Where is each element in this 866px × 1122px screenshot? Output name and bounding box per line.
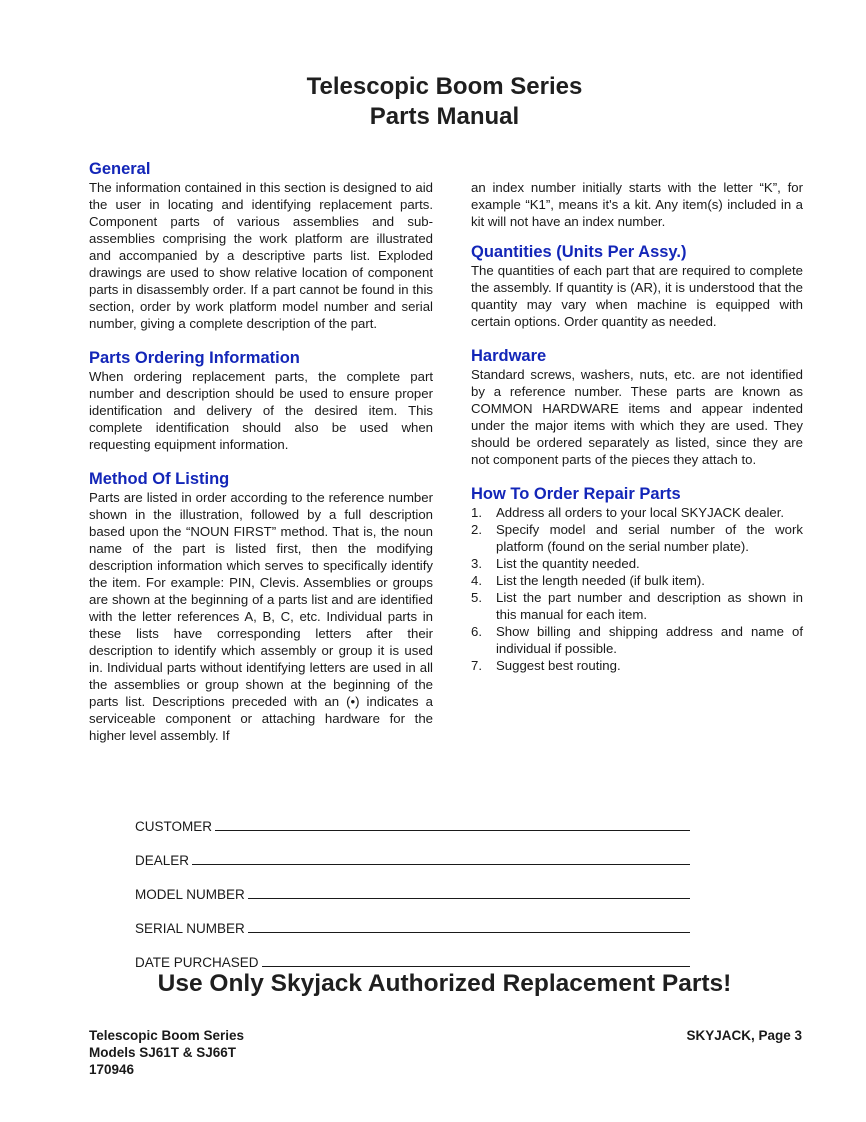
step-text: List the length needed (if bulk item). bbox=[496, 573, 705, 588]
list-item bbox=[471, 589, 803, 623]
list-item bbox=[471, 521, 803, 555]
serial-number-blank-line[interactable] bbox=[248, 931, 690, 933]
general-text: The information contained in this section is designed to aid the user in locating and identifying replacement parts. Component parts of various assemblies and sub-assemblies comprising the work platform are illustrated and accompanied by a descriptive parts list. Exploded drawings are used to show relative location of component parts in disassembly order. If a part cannot be found in this section, order by work platform model number and serial number, giving a complete description of the part. bbox=[89, 180, 433, 331]
footer-models: Models SJ61T & SJ66T bbox=[89, 1045, 237, 1060]
serial-number-field[interactable] bbox=[135, 902, 690, 936]
list-item bbox=[471, 623, 803, 657]
step-text: List the quantity needed. bbox=[496, 556, 640, 571]
list-item bbox=[471, 504, 803, 521]
hardware-text: Standard screws, washers, nuts, etc. are not identified by a reference number. These parts are known as COMMON HARDWARE items and appear indented under the major items with which they are used. They should be ordered separately as listed, since they are not component parts of the pieces they attach to. bbox=[471, 367, 803, 467]
parts-ordering-heading: Parts Ordering Information bbox=[89, 349, 300, 367]
section-method-of-listing bbox=[89, 470, 433, 744]
list-item bbox=[471, 555, 803, 572]
title-line-1: Telescopic Boom Series bbox=[306, 73, 583, 100]
quantities-text: The quantities of each part that are required to complete the assembly. If quantity is (AR), it is understood that the quantity may vary when machine is equipped with certain options. Order quantity as needed. bbox=[471, 263, 803, 329]
footer-doc-number: 170946 bbox=[89, 1062, 135, 1077]
general-heading: General bbox=[89, 160, 151, 178]
date-purchased-blank-line[interactable] bbox=[262, 965, 690, 967]
order-form bbox=[135, 800, 690, 970]
parts-ordering-text: When ordering replacement parts, the complete part number and description should be used to ensure proper identification and delivery of the desired item. This complete identification should also be used when requesting equipment information. bbox=[89, 369, 433, 452]
section-general bbox=[89, 160, 433, 332]
list-item bbox=[471, 572, 803, 589]
dealer-blank-line[interactable] bbox=[192, 863, 690, 865]
method-of-listing-text: Parts are listed in order according to the reference number shown in the illustration, followed by a full description based upon the “NOUN FIRST” method. That is, the noun name of the part is listed first, then the modifying description information which serves to specifically identify the item. For example: PIN, Clevis. Assemblies or groups are shown at the beginning of a parts list and are identified with the letter references A, B, C, etc. Individual parts in these lists have corresponding letters after their description to identify which assembly or group it is used in. Individual parts without identifying letters are used in all the assemblies or group shown at the beginning of the parts list. Descriptions preceded with an (•) indicates a serviceable component or attaching hardware for the higher level assembly. If bbox=[89, 490, 433, 743]
step-text: Address all orders to your local SKYJACK dealer. bbox=[496, 505, 785, 520]
section-parts-ordering bbox=[89, 349, 433, 453]
footer-page-number: SKYJACK, Page 3 bbox=[686, 1028, 802, 1043]
step-number: 2. bbox=[471, 522, 482, 537]
step-number: 4. bbox=[471, 573, 482, 588]
order-steps-list bbox=[471, 504, 803, 674]
quantities-heading: Quantities (Units Per Assy.) bbox=[471, 243, 687, 261]
how-to-order-heading: How To Order Repair Parts bbox=[471, 485, 681, 503]
footer-left bbox=[89, 1027, 244, 1078]
section-quantities bbox=[471, 243, 803, 330]
section-how-to-order bbox=[471, 485, 803, 674]
list-item bbox=[471, 657, 803, 674]
customer-label: CUSTOMER bbox=[135, 819, 213, 834]
model-number-field[interactable] bbox=[135, 868, 690, 902]
customer-field[interactable] bbox=[135, 800, 690, 834]
dealer-field[interactable] bbox=[135, 834, 690, 868]
step-number: 6. bbox=[471, 624, 482, 639]
step-text: Specify model and serial number of the work platform (found on the serial number plate). bbox=[496, 522, 803, 554]
document-title bbox=[0, 72, 866, 132]
dealer-label: DEALER bbox=[135, 853, 190, 868]
serial-number-label: SERIAL NUMBER bbox=[135, 921, 245, 936]
date-purchased-field[interactable] bbox=[135, 936, 690, 970]
method-of-listing-heading: Method Of Listing bbox=[89, 470, 230, 488]
step-text: List the part number and description as shown in this manual for each item. bbox=[496, 590, 803, 622]
footer-series: Telescopic Boom Series bbox=[89, 1028, 245, 1043]
left-column bbox=[89, 160, 433, 744]
step-number: 3. bbox=[471, 556, 482, 571]
model-number-label: MODEL NUMBER bbox=[135, 887, 245, 902]
step-text: Suggest best routing. bbox=[496, 658, 621, 673]
kit-continuation-text: an index number initially starts with the letter “K”, for example “K1”, means it's a kit. Any item(s) included in a kit will not have an index number. bbox=[471, 180, 803, 229]
model-number-blank-line[interactable] bbox=[248, 897, 690, 899]
step-number: 5. bbox=[471, 590, 482, 605]
hardware-heading: Hardware bbox=[471, 347, 547, 365]
step-number: 7. bbox=[471, 658, 482, 673]
step-text: Show billing and shipping address and name of individual if possible. bbox=[496, 624, 803, 656]
right-column bbox=[471, 179, 803, 674]
step-number: 1. bbox=[471, 505, 482, 520]
section-hardware bbox=[471, 347, 803, 468]
date-purchased-label: DATE PURCHASED bbox=[135, 955, 259, 970]
customer-blank-line[interactable] bbox=[215, 829, 690, 831]
authorized-parts-banner: Use Only Skyjack Authorized Replacement Parts! bbox=[157, 970, 732, 997]
title-line-2: Parts Manual bbox=[369, 103, 520, 130]
